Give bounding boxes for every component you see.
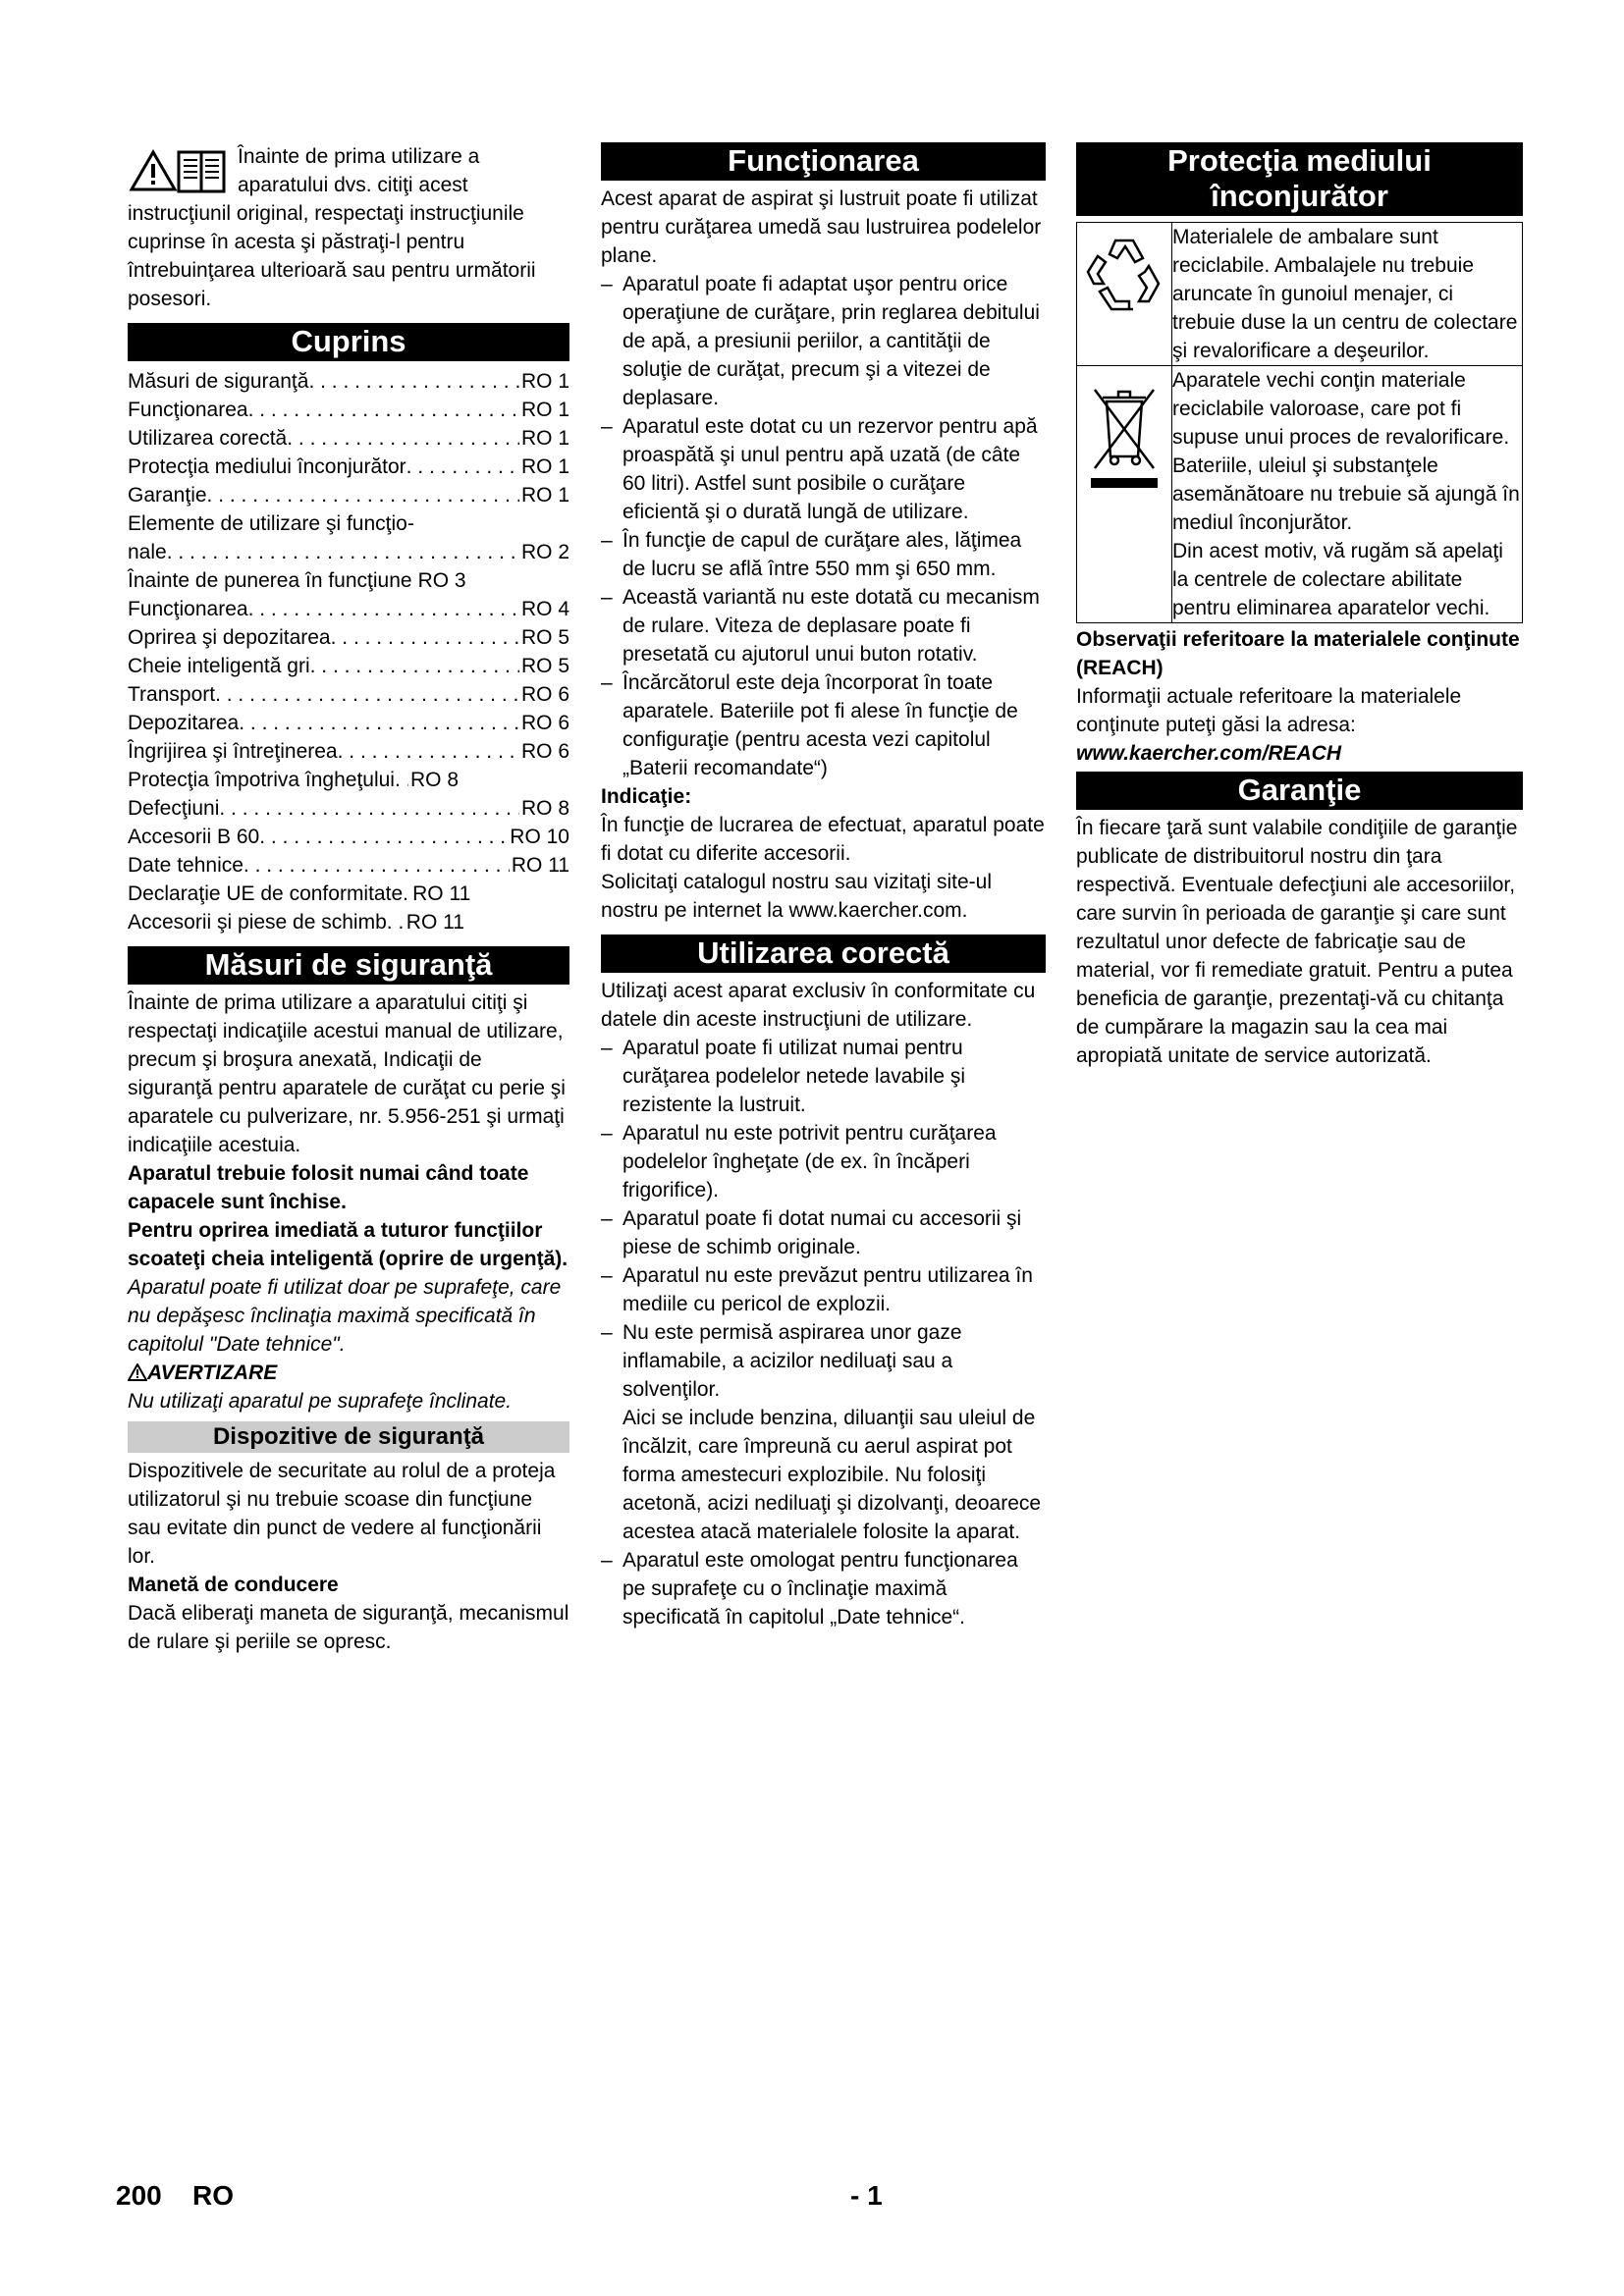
toc-item[interactable]: Defecţiuni . . . RO 8 [128,794,569,823]
toc-heading: Cuprins [128,323,569,361]
reach-paragraph: Informaţii actuale referitoare la materialele conţinute puteţi găsi la adresa: [1076,685,1462,736]
list-item: – Aparatul este omologat pentru funcţionarea pe suprafeţe cu o înclinaţie maximă specificată în capitolul „Date tehnice“. [601,1549,1018,1629]
toc-item[interactable]: Măsuri de siguranţă . . . RO 1 [128,367,569,396]
toc-item[interactable]: Cheie inteligentă gri . . . RO 5 [128,652,569,680]
handle-paragraph: Dacă eliberaţi maneta de siguranţă, mecanismul de rulare şi periile se opresc. [128,1602,569,1653]
old-devices-text: Aparatele vechi conţin materiale reciclabile valoroase, care pot fi supuse unui proces de revalorificare. Bateriile, uleiul şi substanţele asemănătoare nu trebuie să ajungă în mediul înconjurător. Din acest motiv, vă rugăm să apelaţi la centrele de colectare abilitate pentru eliminarea aparatelor vechi. [1172,366,1523,623]
left-column [128,142,569,1656]
toc-item[interactable]: Declaraţie UE de conformitate . . . RO 11 [128,880,569,908]
recycle-icon [1080,233,1168,319]
safety-bold-2: Pentru oprirea imediată a tuturor funcţiilor scoateţi cheia inteligentă (oprire de urgenţă). [128,1219,568,1270]
toc-item[interactable]: Accesorii şi piese de schimb . . . RO 11 [128,908,569,936]
list-item: – Aparatul este dotat cu un rezervor pentru apă proaspătă şi unul pentru apă uzată (de câte 60 litri). Astfel sunt posibile o curăţare eficientă şi o durată lungă de utilizare. [601,415,1038,523]
page-center-number: - 1 [850,2180,883,2211]
safety-italic-note: Aparatul poate fi utilizat doar pe suprafeţe, care nu depăşesc înclinaţia maximă specificată în capitolul "Date tehnice". [128,1276,562,1356]
toc-item[interactable]: Utilizarea corectă . . . RO 1 [128,424,569,453]
proper-use-paragraph: Utilizaţi acest aparat exclusiv în conformitate cu datele din aceste instrucţiuni de utilizare. [601,980,1036,1031]
devices-heading: Dispozitive de siguranţă [128,1421,569,1453]
safety-heading: Măsuri de siguranţă [128,946,569,985]
toc-item[interactable]: Oprirea şi depozitarea . . . RO 5 [128,623,569,652]
list-item: – Nu este permisă aspirarea unor gaze inflamabile, a acizilor nediluaţi sau a solvenţilor. [601,1321,962,1401]
reach-heading: Observaţii referitoare la materialele conţinute (REACH) [1076,628,1520,679]
middle-column [601,142,1046,1631]
toc-item[interactable]: Înainte de punerea în funcţiune RO 3 [128,569,466,592]
packaging-text: Materialele de ambalare sunt reciclabile. Ambalajele nu trebuie aruncate în gunoiul menajer, ci trebuie duse la un centru de colectare şi revalorificare a deşeurilor. [1172,223,1523,366]
page-number: 200 [116,2180,162,2211]
recycle-icon-cell [1077,223,1172,366]
toc-item[interactable]: Date tehnice . . . RO 11 [128,851,569,880]
warning-label: AVERTIZARE [128,1359,569,1387]
toc-item[interactable]: Accesorii B 60 . . . RO 10 [128,823,569,851]
weee-icon-cell [1077,366,1172,623]
table-of-contents [128,367,569,936]
toc-item[interactable]: Îngrijirea şi întreţinerea . . . RO 6 [128,737,569,766]
list-item: – Aparatul poate fi dotat numai cu accesorii şi piese de schimb originale. [601,1207,1022,1258]
toc-item[interactable]: Funcţionarea . . . RO 1 [128,396,569,424]
environment-heading: Protecţia mediului înconjurător [1076,142,1523,216]
safety-paragraph: Înainte de prima utilizare a aparatului citiţi şi respectaţi indicaţiile acestui manual de utilizare, precum şi broşura anexată, Indicaţii de siguranţă pentru aparatele de curăţat cu perie şi aparatele cu pulverizare, nr. 5.956-251 şi urmaţi indicaţiile acestuia. [128,991,566,1156]
list-item: – Această variantă nu este dotată cu mecanism de rulare. Viteza de deplasare poate fi presetată cu ajutorul unui buton rotativ. [601,586,1040,666]
intro-text: Înainte de prima utilizare a aparatului dvs. citiţi acest instrucţiunil original, respectaţi instrucţiunile cuprinse în acesta şi păstraţi-l pentru întrebuinţarea ulterioară sau pentru următorii posesori. [128,145,536,310]
warranty-heading: Garanţie [1076,772,1523,810]
toc-item[interactable]: Depozitarea . . . RO 6 [128,709,569,737]
warning-text: Nu utilizaţi aparatul pe suprafeţe înclinate. [128,1390,513,1413]
function-heading: Funcţionarea [601,142,1046,181]
handle-heading: Manetă de conducere [128,1574,339,1596]
intro-block [128,142,569,313]
toc-item[interactable]: Protecţia mediului înconjurător . . . RO 1 [128,453,569,481]
list-item: – Încărcătorul este deja încorporat în toate aparatele. Bateriile pot fi alese în funcţie de configuraţie (pentru acesta vezi capitolul „Baterii recomandate“) [601,671,1018,779]
list-item: – Aparatul nu este potrivit pentru curăţarea podelelor îngheţate (de ex. în încăperi frigorifice). [601,1122,997,1201]
list-item: – Aparatul nu este prevăzut pentru utilizarea în mediile cu pericol de explozii. [601,1264,1033,1315]
note-paragraph-2: Solicitaţi catalogul nostru sau vizitaţi site-ul nostru pe internet la www.kaercher.com. [601,871,993,922]
list-item: – Aparatul poate fi adaptat uşor pentru orice operaţiune de curăţare, prin reglarea debitului de apă, a presiunii periilor, a cantităţii de soluţie de curăţat, precum şi a vitezei de deplasare. [601,273,1040,409]
list-item: – În funcţie de capul de curăţare ales, lăţimea de lucru se află între 550 mm şi 650 mm. [601,529,1022,580]
safety-bold-1: Aparatul trebuie folosit numai când toate capacele sunt închise. [128,1162,529,1213]
toc-item[interactable]: Elemente de utilizare şi funcţio- nale . . . RO 2 [128,509,569,566]
list-item-sub: Aici se include benzina, diluanţii sau uleiul de încălzit, care împreună cu aerul aspirat pot forma amestecuri explozibile. Nu folosiţi acetonă, acizi nediluaţi şi dizolvanţi, deoarece acestea atacă materialele folosite la aparat. [623,1407,1042,1543]
note-paragraph-1: În funcţie de lucrarea de efectuat, aparatul poate fi dotat cu diferite accesorii. [601,814,1045,865]
crossed-bin-icon [1085,376,1164,494]
devices-paragraph: Dispozitivele de securitate au rolul de a proteja utilizatorul şi nu trebuie scoase din funcţiune sau evitate din punct de vedere al funcţionării lor. [128,1460,556,1568]
note-heading: Indicaţie: [601,785,692,808]
list-item: – Aparatul poate fi utilizat numai pentru curăţarea podelelor netede lavabile şi rezistente la lustruit. [601,1037,966,1116]
proper-use-heading: Utilizarea corectă [601,934,1046,973]
right-column [1076,142,1523,1070]
warranty-paragraph: În fiecare ţară sunt valabile condiţiile de garanţie publicate de distribuitorul nostru din ţara respectivă. Eventuale defecţiuni ale accesoriilor, care survin în perioada de garanţie şi care sunt rezultatul unor defecte de fabricaţie sau de material, vor fi remediate gratuit. Pentru a putea beneficia de garanţie, prezentaţi-vă cu chitanţa de cumpărare la magazin sau la cea mai apropiată unitate de service autorizată. [1076,817,1518,1067]
toc-item[interactable]: Garanţie . . . RO 1 [128,481,569,509]
toc-item[interactable]: Funcţionarea . . . RO 4 [128,595,569,623]
warning-triangle-icon [128,1363,147,1381]
language-code: RO [192,2180,234,2211]
toc-item[interactable]: Protecţia împotriva îngheţului . . . RO 8 [128,766,569,794]
function-paragraph: Acest aparat de aspirat şi lustruit poate fi utilizat pentru curăţarea umedă sau lustruirea podelelor plane. [601,187,1042,267]
warning-manual-icon [128,144,230,195]
environment-table [1076,222,1523,623]
toc-item[interactable]: Transport . . . RO 6 [128,680,569,709]
reach-link[interactable]: www.kaercher.com/REACH [1076,742,1341,765]
